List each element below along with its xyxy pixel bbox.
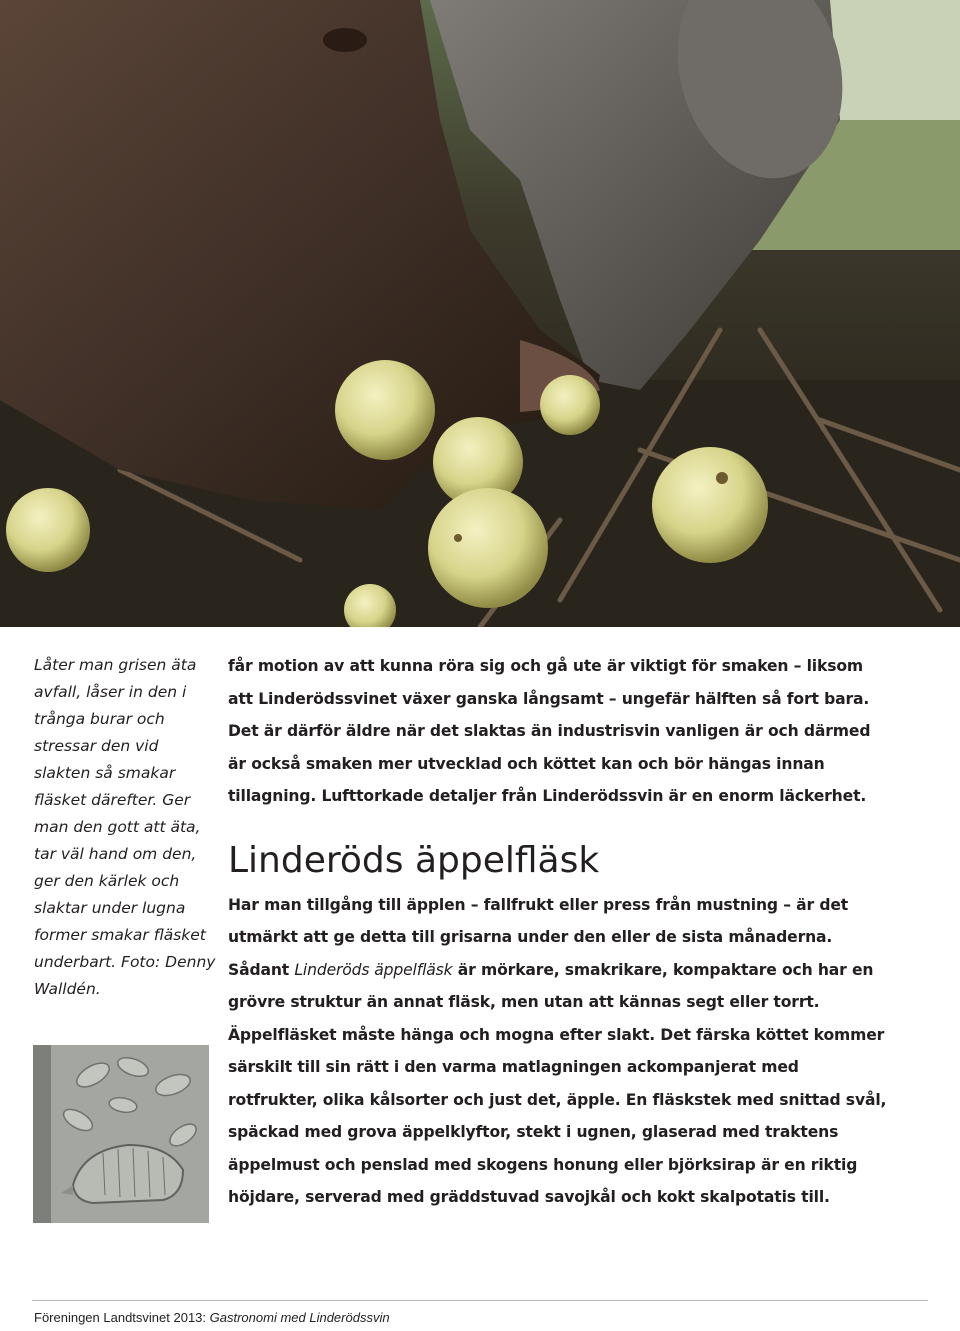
p1-before: Har man tillgång till äpplen – fallfrukt eller press från mustning – är det utmärkt att ge detta till grisarna under den eller de sista månaderna. Sådant <box>228 895 849 979</box>
footer-divider <box>32 1300 928 1301</box>
hero-photo <box>0 0 960 627</box>
intro-paragraph: får motion av att kunna röra sig och gå ute är viktigt för smaken – liksom att Linderödssvinet växer ganska långsamt – ungefär hälften så fort bara. Det är därför äldre när det slaktas än industrisvin vanligen är och därmed är också smaken mer utvecklad och köttet kan och bör hängas innan tillagning. Lufttorkade detaljer från Linderödssvin är en enorm läckerhet. <box>228 657 871 805</box>
photo-caption: Låter man grisen äta avfall, låser in den i trånga burar och stressar den vid slakten så smakar fläsket därefter. Ger man den gott att äta, tar väl hand om den, ger den kärlek och slaktar under lugna former smakar fläsket underbart. Foto: Denny Walldén. <box>34 656 216 998</box>
p1-emphasis: Linderöds äppelfläsk <box>294 960 453 979</box>
relief-image <box>33 1045 209 1223</box>
article-body <box>228 650 888 1214</box>
p1-after: är mörkare, smakrikare, kompaktare och har en grövre struktur än annat fläsk, men utan att kännas segt eller torrt. Äppelfläsket måste hänga och mogna efter slakt. Det färska köttet kommer särskilt till sin rätt i den varma matlagningen ackompanjerat med rotfrukter, olika kålsorter och just det, äpple. En fläskstek med snittad svål, späckad med grova äppelklyftor, stekt i ugnen, glaserad med traktens äppelmust och penslad med skogens honung eller björksirap är en riktig höjdare, serverad med gräddstuvad savojkål och kokt skalpotatis till. <box>228 960 887 1206</box>
footer-org: Föreningen Landtsvinet 2013: <box>34 1310 210 1325</box>
pig-eating-apples-illustration <box>0 0 960 627</box>
apple-pork-paragraph <box>228 889 888 1214</box>
page-footer <box>34 1310 390 1325</box>
section-heading: Linderöds äppelfläsk <box>228 839 600 881</box>
footer-title: Gastronomi med Linderödssvin <box>209 1310 390 1325</box>
boar-relief-illustration <box>33 1045 209 1223</box>
